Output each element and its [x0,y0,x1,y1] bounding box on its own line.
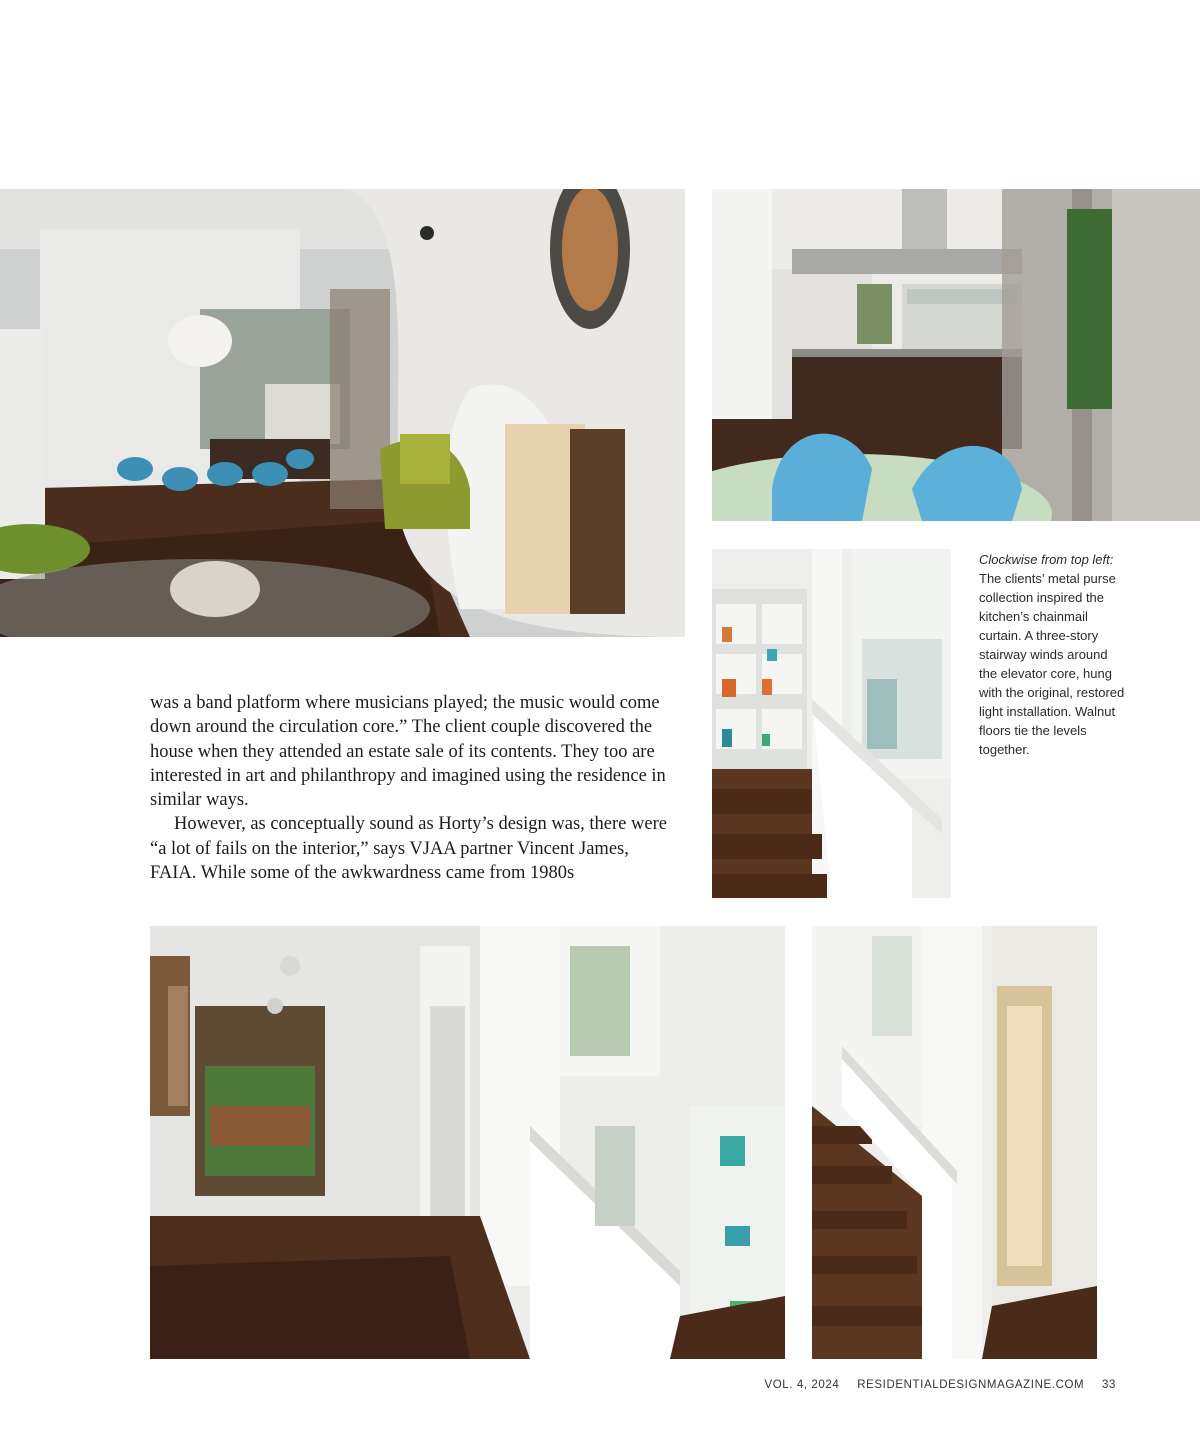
photo-caption [979,550,1129,759]
page-footer [764,1379,1116,1391]
article-body [150,691,670,885]
caption-text: The clients’ metal purse collection inspired the kitchen’s chainmail curtain. A three-story stairway winds around the elevator core, hung with the original, restored light installation. Walnut floors tie the levels together. [979,571,1125,757]
dining-room-photo [0,189,685,637]
volume-label: VOL. 4, 2024 [764,1379,840,1391]
website-label: RESIDENTIALDESIGNMAGAZINE.COM [857,1379,1085,1391]
article-paragraph-1: was a band platform where musicians played; the music would come down around the circulation core.” The client couple discovered the house when they attended an estate sale of its contents. They too are interested in art and philanthropy and imagined using the residence in similar ways. [150,693,666,811]
caption-lead: Clockwise from top left: [979,552,1114,567]
hallway-photo [150,926,785,1359]
article-paragraph-2: However, as conceptually sound as Horty’s design was, there were “a lot of fails on the interior,” says VJAA partner Vincent James, FAIA. While some of the awkwardness came from 1980s [150,814,667,884]
staircase-light-photo [812,926,1097,1359]
kitchen-photo [712,189,1200,521]
page-number: 33 [1102,1379,1116,1391]
stairway-photo [712,549,951,898]
